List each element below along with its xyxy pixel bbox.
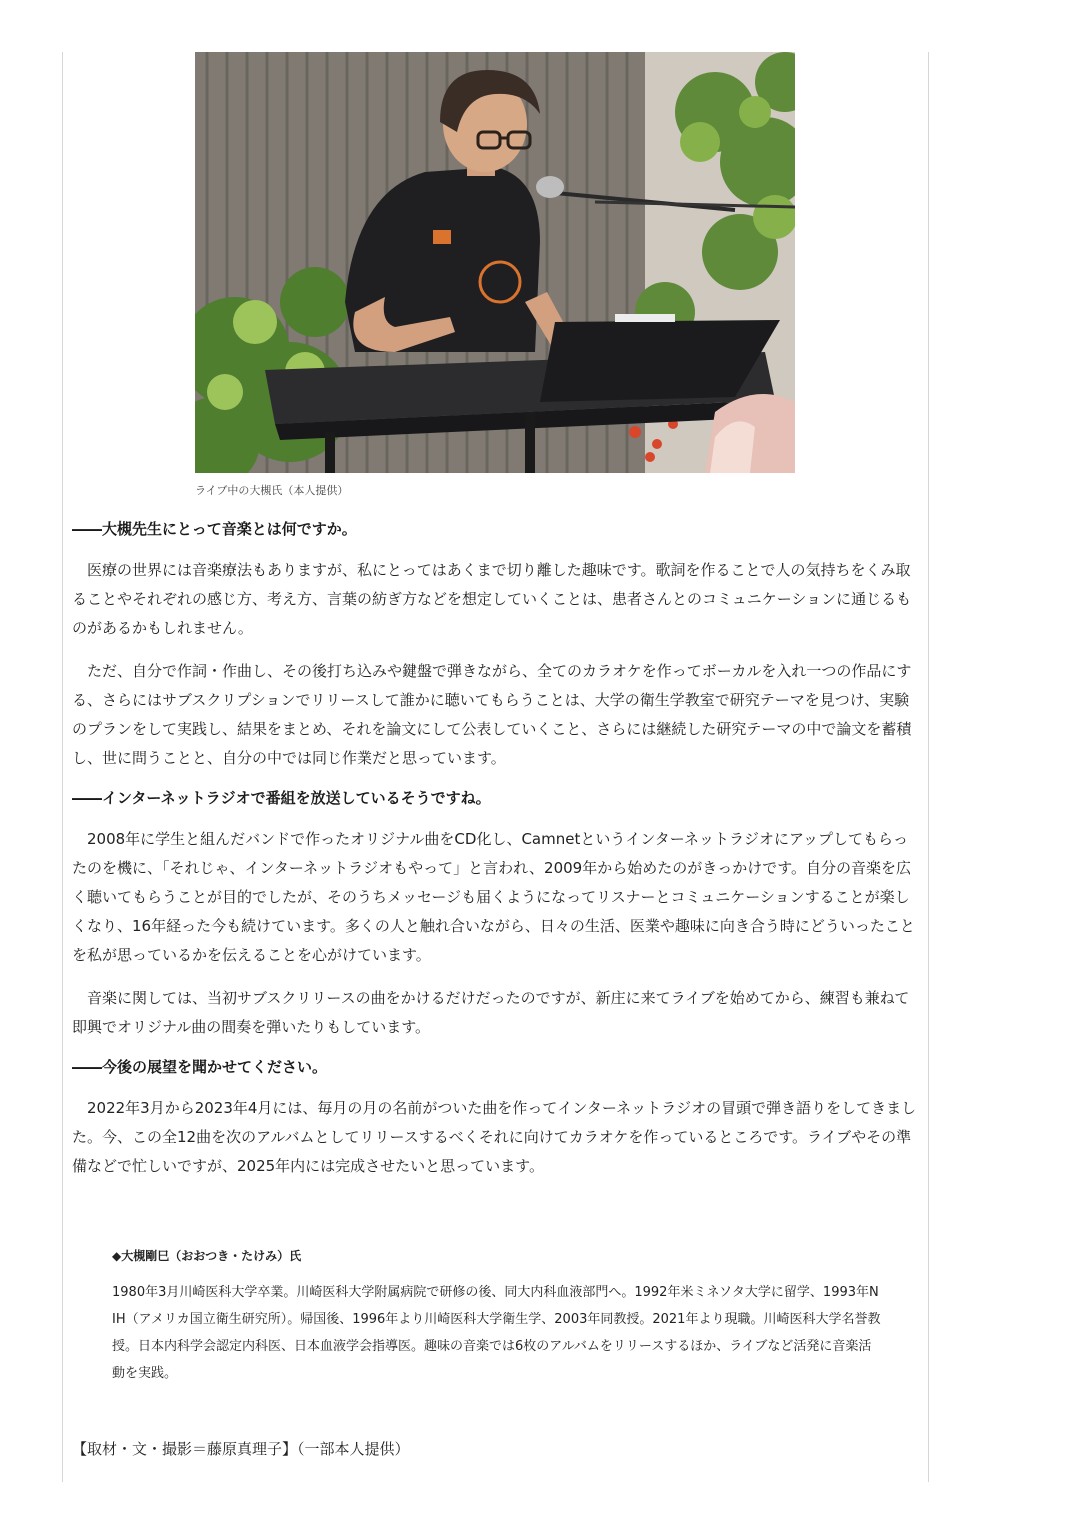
profile-name: ◆大槻剛巳（おおつき・たけみ）氏 xyxy=(112,1249,302,1263)
article-credit: 【取材・文・撮影＝藤原真理子】（一部本人提供） xyxy=(72,1440,410,1458)
answer-paragraph: 医療の世界には音楽療法もありますが、私にとってはあくまで切り離した趣味です。歌詞を作ることで人の気持ちをくみ取ることやそれぞれの感じ方、考え方、言葉の紡ぎ方などを想定していくことは、患者さんとのコミュニケーションに通じるものがあるかもしれません。 xyxy=(72,561,912,637)
question-heading: ――大槻先生にとって音楽とは何ですか。 xyxy=(72,520,357,538)
photo-caption: ライブ中の大槻氏（本人提供） xyxy=(195,484,349,497)
profile-body: 1980年3月川崎医科大学卒業。川崎医科大学附属病院で研修の後、同大内科血液部門へ。1992年米ミネソタ大学に留学、1993年NIH（アメリカ国立衛生研究所）。帰国後、1996年より川崎医科大学衛生学、2003年同教授。2021年より現職。川崎医科大学名誉教授。日本内科学会認定内科医、日本血液学会指導医。趣味の音楽では6枚のアルバムをリリースするほか、ライブなど活発に音楽活動を実践。 xyxy=(112,1285,881,1381)
answer-paragraph: 音楽に関しては、当初サブスクリリースの曲をかけるだけだったのですが、新庄に来てライブを始めてから、練習も兼ねて即興でオリジナル曲の間奏を弾いたりもしています。 xyxy=(72,989,910,1036)
answer-paragraph: ただ、自分で作詞・作曲し、その後打ち込みや鍵盤で弾きながら、全てのカラオケを作ってボーカルを入れ一つの作品にする、さらにはサブスクリプションでリリースして誰かに聴いてもらうことは、大学の衛生学教室で研究テーマを見つけ、実験のプランをして実践し、結果をまとめ、それを論文にして公表していくこと、さらには継続した研究テーマの中で論文を蓄積し、世に問うことと、自分の中では同じ作業だと思っています。 xyxy=(72,662,912,767)
question-heading: ――インターネットラジオで番組を放送しているそうですね。 xyxy=(72,789,491,807)
performer-at-keyboard-photo xyxy=(195,52,795,473)
profile-box xyxy=(112,1245,882,1387)
answer-paragraph: 2008年に学生と組んだバンドで作ったオリジナル曲をCD化し、Camnetというインターネットラジオにアップしてもらったのを機に、「それじゃ、インターネットラジオもやって」と言われ、2009年から始めたのがきっかけです。自分の音楽を広く聴いてもらうことが目的でしたが、そのうちメッセージも届くようになってリスナーとコミュニケーションすることが楽しくなり、16年経った今も続けています。多くの人と触れ合いながら、日々の生活、医業や趣味に向き合う時にどういったことを私が思っているかを伝えることを心がけています。 xyxy=(72,830,915,964)
page-frame-right xyxy=(928,52,929,1482)
answer-paragraph: 2022年3月から2023年4月には、毎月の月の名前がついた曲を作ってインターネットラジオの冒頭で弾き語りをしてきました。今、この全12曲を次のアルバムとしてリリースするべくそれに向けてカラオケを作っているところです。ライブやその準備などで忙しいですが、2025年内には完成させたいと思っています。 xyxy=(72,1099,917,1175)
page-frame-left xyxy=(62,52,63,1482)
article-body xyxy=(72,510,918,1195)
question-heading: ――今後の展望を聞かせてください。 xyxy=(72,1058,328,1076)
